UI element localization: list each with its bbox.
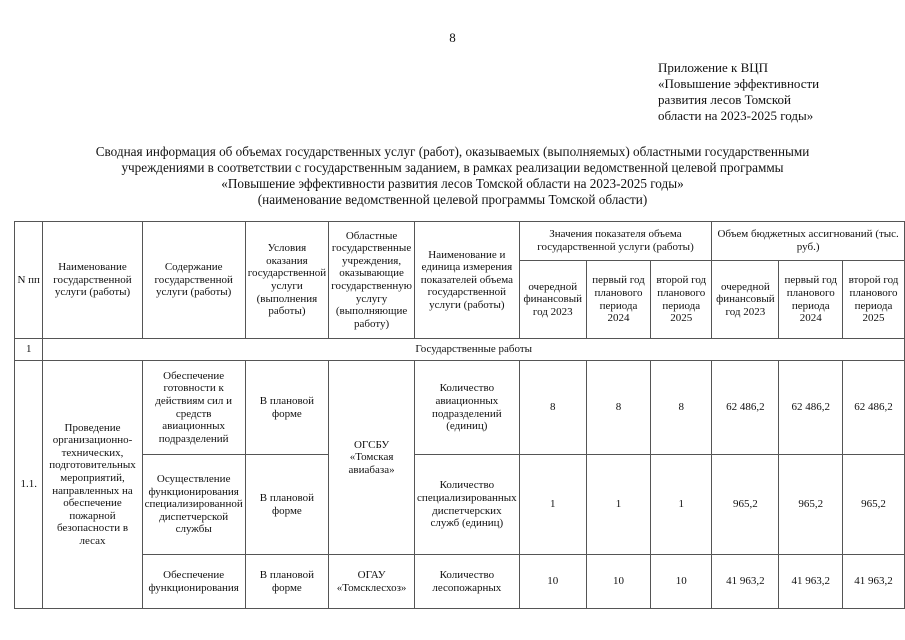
row-budget-2023: 62 486,2 [712,361,779,455]
row-budget-2025: 965,2 [843,455,905,555]
services-table [14,221,905,609]
header-budget-group: Объем бюджетных ассигнований (тыс. руб.) [712,222,905,261]
header-service-name: Наименование государственной услуги (работы) [43,222,142,339]
header-institutions: Областные государственные учреждения, оказывающие государственную услугу (выполняющие работу) [329,222,415,339]
row-value-2024: 10 [586,555,650,609]
document-title [0,144,905,208]
item-service-name: Проведение организационно-технических, подготовительных мероприятий, направленных на обеспечение пожарной безопасности в лесах [43,361,142,609]
row-budget-2025: 62 486,2 [843,361,905,455]
row-value-2024: 1 [586,455,650,555]
row-indicator: Количество лесопожарных [415,555,520,609]
row-indicator: Количество авиационных подразделений (единиц) [415,361,520,455]
section-no: 1 [15,339,43,361]
header-value-2024: первый год планового периода 2024 [586,261,650,339]
header-conditions: Условия оказания государственной услуги (выполнения работы) [245,222,328,339]
header-budget-2023: очередной финансовый год 2023 [712,261,779,339]
row-institution: ОГАУ «Томсклесхоз» [329,555,415,609]
row-value-2025: 8 [651,361,712,455]
row-value-2023: 8 [519,361,586,455]
row-budget-2025: 41 963,2 [843,555,905,609]
row-value-2023: 1 [519,455,586,555]
appendix-line: области на 2023-2025 годы» [658,108,814,123]
appendix-note [658,60,819,124]
title-line: учреждениями в соответствии с государственным заданием, в рамках реализации ведомственной целевой программы [121,160,784,175]
row-value-2025: 1 [651,455,712,555]
row-content: Обеспечение готовности к действиям сил и средств авиационных подразделений [142,361,245,455]
header-budget-2025: второй год планового периода 2025 [843,261,905,339]
row-budget-2024: 62 486,2 [779,361,843,455]
row-value-2023: 10 [519,555,586,609]
appendix-line: Приложение к ВЦП [658,60,769,75]
row-budget-2023: 41 963,2 [712,555,779,609]
appendix-line: развития лесов Томской [658,92,791,107]
row-conditions: В плановой форме [245,361,328,455]
title-line: Сводная информация об объемах государственных услуг (работ), оказываемых (выполняемых) областными государственными [95,144,810,159]
header-values-group: Значения показателя объема государственной услуги (работы) [519,222,712,261]
header-no: N пп [15,222,43,339]
header-content: Содержание государственной услуги (работы) [142,222,245,339]
appendix-line: «Повышение эффективности [658,76,820,91]
section-title: Государственные работы [43,339,905,361]
row-conditions: В плановой форме [245,555,328,609]
row-value-2024: 8 [586,361,650,455]
row-content: Обеспечение функционирования [142,555,245,609]
title-line: «Повышение эффективности развития лесов Томской области на 2023-2025 годы» [221,176,684,191]
header-budget-2024: первый год планового периода 2024 [779,261,843,339]
page-number: 8 [449,30,456,45]
row-indicator: Количество специализированных диспетчерских служб (единиц) [415,455,520,555]
row-content: Осуществление функционирования специализированной диспетчерской службы [142,455,245,555]
row-budget-2024: 965,2 [779,455,843,555]
item-no: 1.1. [15,361,43,609]
header-value-2025: второй год планового периода 2025 [651,261,712,339]
title-line: (наименование ведомственной целевой программы Томской области) [257,192,648,207]
row-conditions: В плановой форме [245,455,328,555]
row-value-2025: 10 [651,555,712,609]
row-institution: ОГСБУ «Томская авиабаза» [329,361,415,555]
header-indicator: Наименование и единица измерения показателей объема государственной услуги (работы) [415,222,520,339]
header-value-2023: очередной финансовый год 2023 [519,261,586,339]
row-budget-2024: 41 963,2 [779,555,843,609]
row-budget-2023: 965,2 [712,455,779,555]
